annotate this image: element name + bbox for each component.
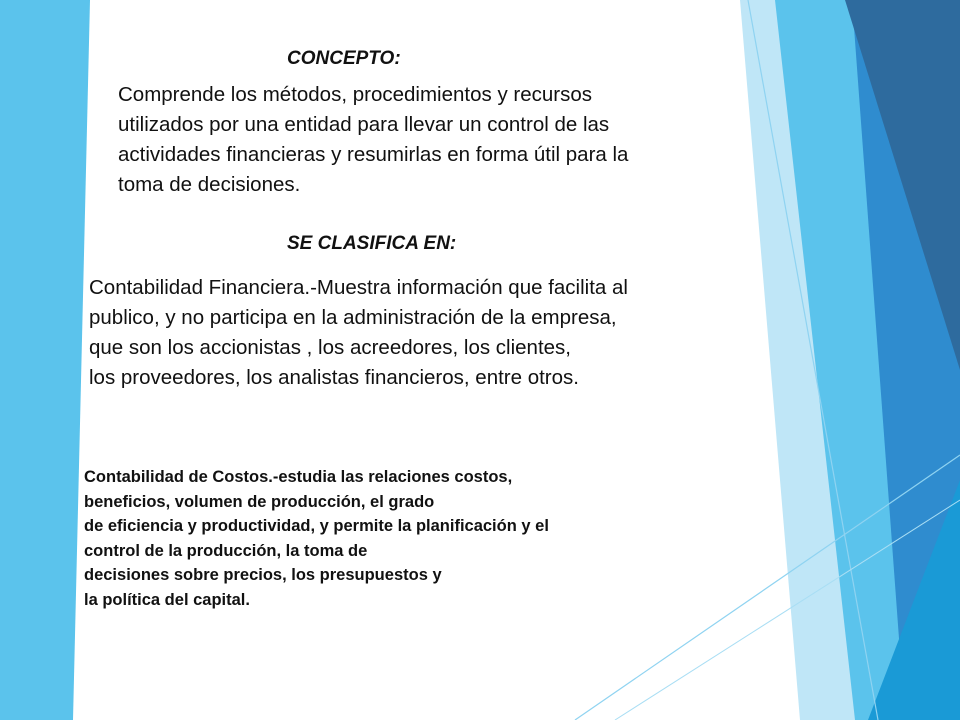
- costos-line: decisiones sobre precios, los presupuestos y: [84, 566, 442, 584]
- financiera-line: los proveedores, los analistas financieros, entre otros.: [89, 366, 579, 389]
- costos-line: Contabilidad de Costos.-estudia las relaciones costos,: [84, 468, 513, 486]
- left-accent-bar: [0, 0, 90, 720]
- costos-line: control de la producción, la toma de: [84, 541, 368, 560]
- concepto-line: toma de decisiones.: [118, 173, 301, 196]
- concepto-line: utilizados por una entidad para llevar un control de las: [118, 113, 610, 136]
- financiera-line: Contabilidad Financiera.-Muestra información que facilita al: [89, 276, 628, 299]
- concepto-line: actividades financieras y resumirlas en forma útil para la: [118, 143, 629, 166]
- contabilidad-financiera-paragraph: [89, 273, 628, 393]
- financiera-line: publico, y no participa en la administración de la empresa,: [89, 306, 617, 329]
- costos-line: beneficios, volumen de producción, el grado: [84, 492, 435, 511]
- contabilidad-costos-paragraph: [84, 465, 549, 612]
- costos-line: de eficiencia y productividad, y permite la planificación y el: [84, 517, 549, 535]
- concepto-line: Comprende los métodos, procedimientos y recursos: [118, 83, 592, 106]
- costos-line: la política del capital.: [84, 590, 250, 609]
- clasificacion-heading: SE CLASIFICA EN:: [287, 233, 457, 254]
- concepto-paragraph: [118, 80, 628, 200]
- concepto-heading: CONCEPTO:: [287, 48, 401, 69]
- financiera-line: que son los accionistas , los acreedores, los clientes,: [89, 336, 572, 359]
